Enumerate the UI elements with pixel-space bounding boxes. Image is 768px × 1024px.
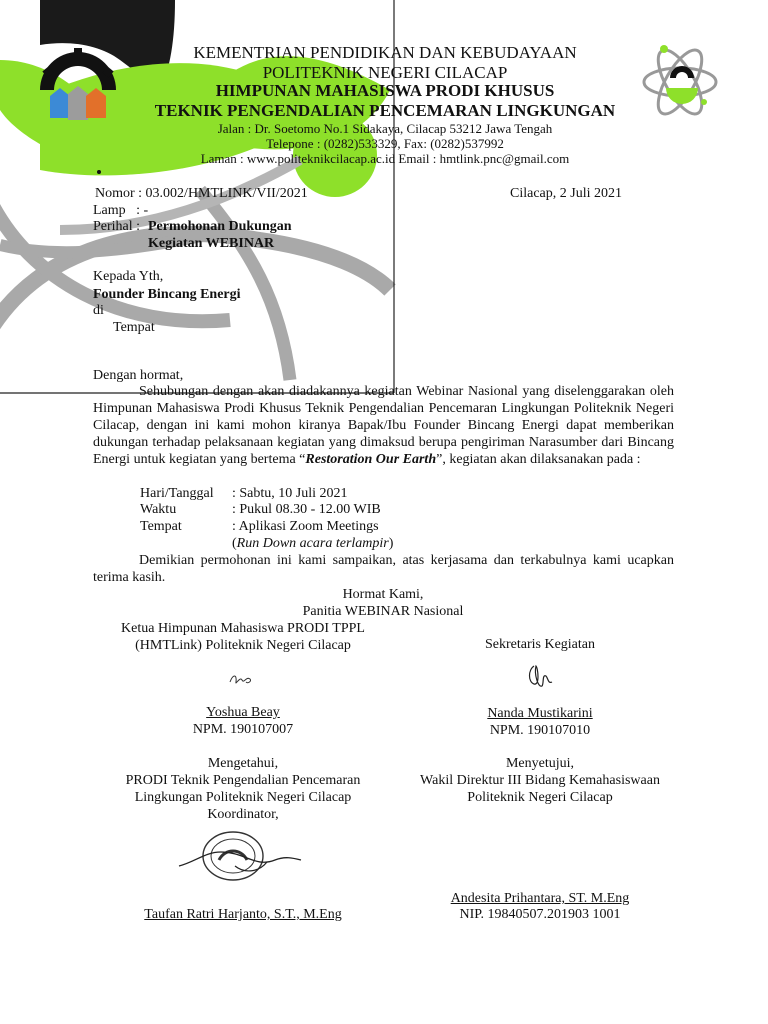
right-signatory-id: NPM. 190107010 bbox=[489, 723, 591, 738]
recipient-di: di bbox=[93, 303, 104, 318]
to-label: Kepada Yth, bbox=[93, 269, 164, 284]
detail-value-place: : Aplikasi Zoom Meetings bbox=[232, 519, 379, 534]
attachment: Lamp : - bbox=[93, 203, 149, 218]
hmtlink-logo bbox=[640, 42, 720, 122]
approve-label: Menyetujui, bbox=[505, 756, 575, 771]
theme-open-quote: “ bbox=[299, 452, 306, 467]
polytechnic-logo bbox=[36, 46, 120, 122]
left-signatory-name: Yoshua Beay bbox=[206, 705, 280, 720]
rundown-text: Run Down acara terlampir bbox=[236, 536, 389, 551]
detail-label-time: Waktu bbox=[140, 502, 177, 517]
left-title-line2: (HMTLink) Politeknik Negeri Cilacap bbox=[135, 638, 351, 653]
left-title-line1: Ketua Himpunan Mahasiswa PRODI TPPL bbox=[121, 621, 365, 636]
program-name: TEKNIK PENGENDALIAN PENCEMARAN LINGKUNGAN bbox=[154, 101, 616, 120]
ack-title-line2: Lingkungan Politeknik Negeri Cilacap bbox=[134, 790, 352, 805]
rundown-close: ) bbox=[388, 536, 394, 551]
subject-label: Perihal : bbox=[93, 219, 141, 234]
body-paragraph bbox=[93, 383, 674, 468]
detail-label-date: Hari/Tanggal bbox=[140, 486, 214, 501]
subject-line1: Permohonan Dukungan bbox=[148, 219, 292, 234]
regards: Hormat Kami, bbox=[342, 587, 424, 602]
rundown-open: ( bbox=[232, 536, 237, 551]
approve-signatory-id: NIP. 19840507.201903 1001 bbox=[459, 907, 621, 922]
body-intro: Sehubungan dengan akan diadakannya kegiatan Webinar Nasional yang diselenggarakan oleh Himpunan Mahasiswa Prodi Khusus Teknik Pengendalian Pencemaran Lingkungan Politeknik Negeri Cilacap, dengan ini kami mohon kiranya Bapak/Ibu Founder Bincang Energi dapat memberikan dukungan terhadap pelaksanaan kegiatan yang dimaksud berupa pengiriman Narasumber dari Bincang Energi untuk kegiatan yang bertema bbox=[93, 384, 674, 467]
approve-signatory-name: Andesita Prihantara, ST. M.Eng bbox=[450, 891, 630, 906]
association-name: HIMPUNAN MAHASISWA PRODI KHUSUS bbox=[215, 81, 555, 100]
place-date: Cilacap, 2 Juli 2021 bbox=[510, 186, 622, 201]
right-title: Sekretaris Kegiatan bbox=[484, 637, 595, 652]
left-signature bbox=[228, 670, 254, 690]
event-theme: Restoration Our Earth bbox=[305, 452, 437, 467]
recipient: Founder Bincang Energi bbox=[93, 287, 241, 302]
committee: Panitia WEBINAR Nasional bbox=[302, 604, 464, 619]
letter-number: Nomor : 03.002/HMTLINK/VII/2021 bbox=[95, 186, 308, 201]
detail-label-place: Tempat bbox=[140, 519, 182, 534]
polytechnic-name: POLITEKNIK NEGERI CILACAP bbox=[262, 63, 508, 82]
right-signatory-name: Nanda Mustikarini bbox=[487, 706, 593, 721]
ack-label: Mengetahui, bbox=[207, 756, 279, 771]
web-email-line: Laman : www.politeknikcilacap.ac.id Email : hmtlink.pnc@gmail.com bbox=[200, 151, 570, 166]
ack-title-line3: Koordinator, bbox=[207, 807, 279, 822]
approve-title-line2: Politeknik Negeri Cilacap bbox=[467, 790, 613, 805]
ack-signatory-name: Taufan Ratri Harjanto, S.T., M.Eng bbox=[144, 907, 342, 922]
official-stamp bbox=[175, 822, 305, 892]
approve-title-line1: Wakil Direktur III Bidang Kemahasiswaan bbox=[420, 773, 660, 788]
phone-line: Telepone : (0282)533329, Fax: (0282)537992 bbox=[266, 136, 504, 151]
theme-close: ”, kegiatan akan dilaksanakan pada : bbox=[436, 452, 641, 467]
address-line: Jalan : Dr. Soetomo No.1 Sidakaya, Cilacap 53212 Jawa Tengah bbox=[217, 121, 553, 136]
detail-value-date: : Sabtu, 10 Juli 2021 bbox=[232, 486, 348, 501]
salutation: Dengan hormat, bbox=[93, 368, 184, 383]
left-signatory-id: NPM. 190107007 bbox=[192, 722, 294, 737]
right-signature bbox=[524, 660, 556, 692]
closing-paragraph: Demikian permohonan ini kami sampaikan, atas kerjasama dan terkabulnya kami ucapkan terima kasih. bbox=[93, 553, 674, 585]
recipient-place: Tempat bbox=[113, 320, 155, 335]
ministry-name: KEMENTRIAN PENDIDIKAN DAN KEBUDAYAAN bbox=[193, 43, 577, 62]
detail-value-time: : Pukul 08.30 - 12.00 WIB bbox=[232, 502, 381, 517]
rundown-note bbox=[232, 535, 393, 552]
ack-title-line1: PRODI Teknik Pengendalian Pencemaran bbox=[125, 773, 361, 788]
subject-line2: Kegiatan WEBINAR bbox=[148, 236, 275, 251]
